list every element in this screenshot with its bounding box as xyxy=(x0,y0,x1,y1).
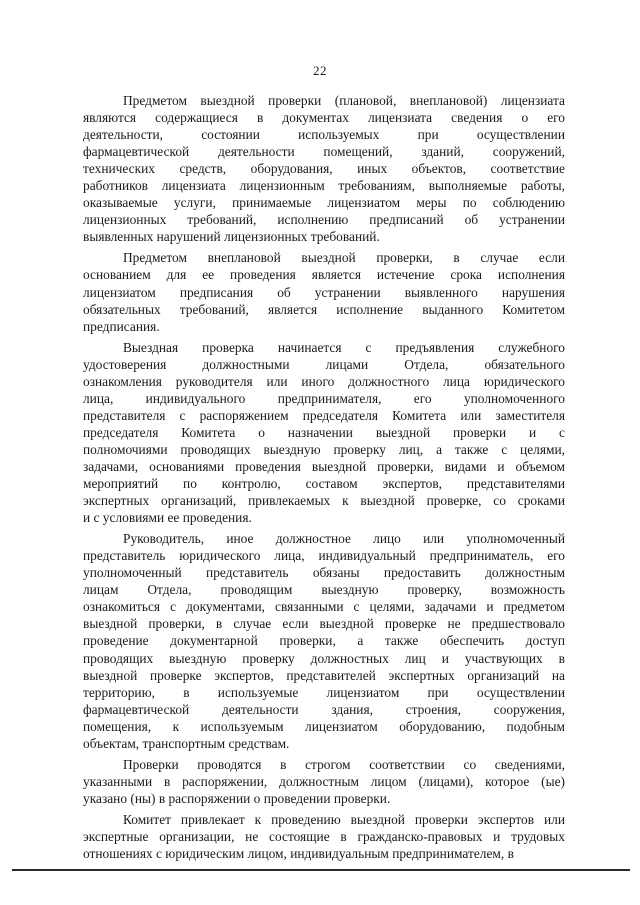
text-line: выездной проверке экспертов, представителей экспертных организаций на xyxy=(83,667,565,683)
text-line: выявленных нарушений лицензионных требований. xyxy=(83,229,380,245)
text-line: лица, индивидуального предпринимателя, его уполномоченного xyxy=(83,390,565,406)
text-line: экспертных организаций, привлекаемых к выездной проверке, со сроками xyxy=(83,493,565,509)
text-line: ознакомления руководителя или иного должностного лица юридического xyxy=(83,373,565,389)
text-line: Выездная проверка начинается с предъявления служебного xyxy=(123,339,565,355)
text-line: объектам, транспортным средствам. xyxy=(83,735,290,751)
text-line: полномочиями проводящих выездную проверку лиц, а также с целями, xyxy=(83,441,565,457)
text-line: Комитет привлекает к проведению выездной проверки экспертов или xyxy=(123,811,565,827)
document-body xyxy=(83,92,565,866)
text-line: указанными в распоряжении, должностным лицом (лицами), которое (ые) xyxy=(83,773,565,789)
text-line: председателя Комитета о назначении выездной проверки и с xyxy=(83,424,565,440)
paragraph-inspection-subject xyxy=(83,92,565,245)
page-number: 22 xyxy=(313,63,327,78)
text-line: территорию, в используемые лицензиатом при осуществлении xyxy=(83,684,565,700)
text-line: фармацевтической деятельности помещений, зданий, сооружений, xyxy=(83,144,565,160)
text-line: проведение документарной проверки, а также обеспечить доступ xyxy=(83,633,565,649)
footer-divider xyxy=(12,869,630,871)
text-line: представитель юридического лица, индивидуальный предприниматель, его xyxy=(83,548,565,564)
paragraph-inspection-start xyxy=(83,339,565,527)
text-line: Предметом внеплановой выездной проверки, в случае если xyxy=(123,250,565,266)
text-line: работников лицензиата лицензионным требованиям, выполняемые работы, xyxy=(83,178,565,194)
text-line: указано (ны) в распоряжении о проведении проверки. xyxy=(83,790,391,806)
text-line: ознакомиться с документами, связанными с целями, задачами и предметом xyxy=(83,599,565,615)
text-line: отношениях с юридическим лицом, индивидуальным предпринимателем, в xyxy=(83,846,514,862)
paragraph-experts-involvement xyxy=(83,811,565,862)
text-line: мероприятий по контролю, составом экспертов, представителями xyxy=(83,476,565,492)
text-line: обязательных требований, является исполнение выданного Комитетом xyxy=(83,301,565,317)
text-line: являются содержащиеся в документах лицензиата сведения о его xyxy=(83,110,565,126)
text-line: помещения, к используемым лицензиатом оборудованию, подобным xyxy=(83,718,565,734)
paragraph-unscheduled-inspection-subject xyxy=(83,249,565,334)
paragraph-inspection-compliance xyxy=(83,756,565,807)
text-line: задачами, основаниями проведения выездной проверки, видами и объемом xyxy=(83,458,565,474)
text-line: удостоверения должностными лицами Отдела, обязательного xyxy=(83,356,565,372)
text-line: предписания. xyxy=(83,318,160,334)
text-line: выездной проверки, в случае если выездной проверке не предшествовало xyxy=(83,616,565,632)
text-line: Руководитель, иное должностное лицо или уполномоченный xyxy=(123,531,565,547)
text-line: лицам Отдела, проводящим выездную проверку, возможность xyxy=(83,582,565,598)
text-line: Проверки проводятся в строгом соответствии со сведениями, xyxy=(123,756,565,772)
text-line: лицензионных требований, исполнению предписаний об устранении xyxy=(83,212,565,228)
text-line: деятельности, состоянии используемых при осуществлении xyxy=(83,127,565,143)
text-line: уполномоченный представитель обязаны предоставить должностным xyxy=(83,565,565,581)
text-line: фармацевтической деятельности здания, строения, сооружения, xyxy=(83,701,565,717)
paragraph-access-obligations xyxy=(83,530,565,752)
text-line: экспертные организации, не состоящие в гражданско-правовых и трудовых xyxy=(83,828,565,844)
text-line: Предметом выездной проверки (плановой, внеплановой) лицензиата xyxy=(123,93,565,108)
text-line: лицензиатом предписания об устранении выявленного нарушения xyxy=(83,284,565,300)
text-line: представителя с распоряжением председателя Комитета или заместителя xyxy=(83,407,565,423)
text-line: технических средств, оборудования, иных объектов, соответствие xyxy=(83,161,565,177)
text-line: и с условиями ее проведения. xyxy=(83,510,252,526)
text-line: оказываемые услуги, принимаемые лицензиатом меры по соблюдению xyxy=(83,195,565,211)
text-line: основанием для ее проведения является истечение срока исполнения xyxy=(83,267,565,283)
text-line: проводящих выездную проверку должностных лиц и участвующих в xyxy=(83,650,565,666)
